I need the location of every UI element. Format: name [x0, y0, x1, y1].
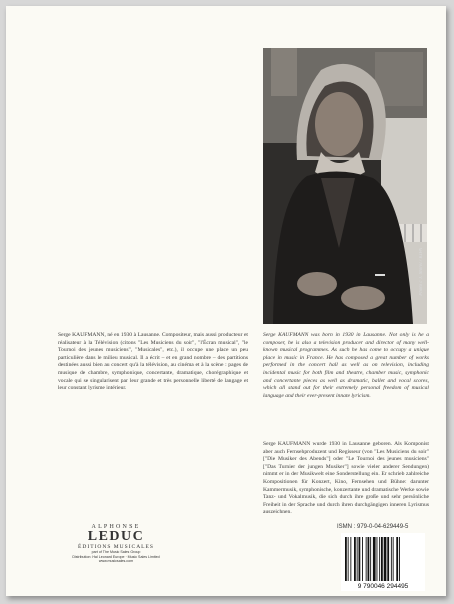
- barcode-bar: [381, 537, 383, 581]
- publisher-subtitle: ÉDITIONS MUSICALES: [78, 544, 154, 550]
- barcode-number: 9 790046 294495: [357, 583, 409, 590]
- barcode-bar: [384, 537, 387, 581]
- biography-english: Serge KAUFMANN was born in 1930 in Lausanne. Not only is he a composer, he is also a television producer and director of many well-known musical programmes. As such he has come to occupy a unique place in music in France. He has composed a great number of works performed in the concert hall as well as on television, including incidental music for both film and theatre, chamber music, symphonic and concertante pieces as well as dramatic, ballet and vocal scores, which all stand out for their extremely personal freedom of musical language and their ever-present innate lyricism.: [263, 332, 429, 399]
- publisher-distribution-line: Distribution: Hal Leonard Europe · Music Sales Limited: [72, 554, 160, 559]
- publisher-name: LEDUC: [87, 529, 145, 544]
- barcode: [341, 533, 425, 591]
- barcode-bar: [396, 537, 398, 581]
- barcode-bar: [366, 537, 367, 581]
- publisher-group-line: part of The Music Sales Group: [91, 550, 141, 554]
- barcode-bar: [387, 537, 389, 581]
- publisher-logo: [52, 524, 180, 564]
- publisher-website: www.musicsales.com: [98, 559, 134, 564]
- barcode-bar: [379, 537, 380, 581]
- barcode-bar: [362, 537, 363, 581]
- publisher-logo-top: ALPHONSE: [91, 524, 141, 530]
- biography-german: Serge KAUFMANN wurde 1930 in Lausanne geboren. Als Komponist aber auch Fernsehproduzent und Regisseur (von "Les Musiciens du soir" ["Die Musiker des Abends"] oder "Le Tournoi des jeunes musiciens" ["Das Turnier der jungen Musiker"] sowie vieler anderer Sendungen) nimmt er in der Musikwelt eine Sonderstellung ein. Er schrieb zahlreiche Kompositionen für Konzert, Kino, Fernsehen und Bühne: darunter Kammermusik, symphonische, konzertante und dramatische Werke sowie Tanz- und Vokalmusik, die sich durch ihre große und sehr persönliche Freiheit in der Sprache und durch ihren durchgängigen inneren Lyrismus auszeichnen.: [263, 441, 429, 516]
- photo-credit: Photo c J. Morel / KIPA: [419, 248, 424, 296]
- barcode-bar: [359, 537, 361, 581]
- barcode-bar: [354, 537, 356, 581]
- barcode-bar: [357, 537, 358, 581]
- barcode-bar: [399, 537, 400, 581]
- ismn-number: ISMN : 979-0-04-629449-5: [337, 524, 409, 530]
- barcode-bar: [370, 537, 371, 581]
- barcode-bar: [350, 537, 351, 581]
- biography-french: Serge KAUFMANN, né en 1930 à Lausanne. Compositeur, mais aussi producteur et réalisateur à la Télévision (citons "Les Musiciens du soir", "l'Écran musical", "le Tournoi des jeunes musiciens", "Musicales", etc.), il occupe une place un peu particulière dans le milieu musical. Il a écrit – et en grand nombre – des partitions destinées aussi bien au concert qu'à la télévision, au cinéma et à la scène : pages de musique de chambre, symphonique, concertante, dramatique, chorégraphique et vocale qui se singularisent par leur grande et très personnelle liberté de langage et leur constant lyrisme intérieur.: [58, 332, 248, 392]
- portrait-image: [263, 48, 427, 324]
- barcode-bar: [373, 537, 376, 581]
- barcode-bar: [348, 537, 349, 581]
- barcode-bar: [391, 537, 392, 581]
- barcode-bar: [368, 537, 370, 581]
- composer-portrait-photo: [263, 48, 427, 324]
- barcode-bar: [393, 537, 394, 581]
- back-cover-page: [6, 6, 446, 596]
- barcode-bar: [345, 537, 347, 581]
- barcode-bar: [377, 537, 378, 581]
